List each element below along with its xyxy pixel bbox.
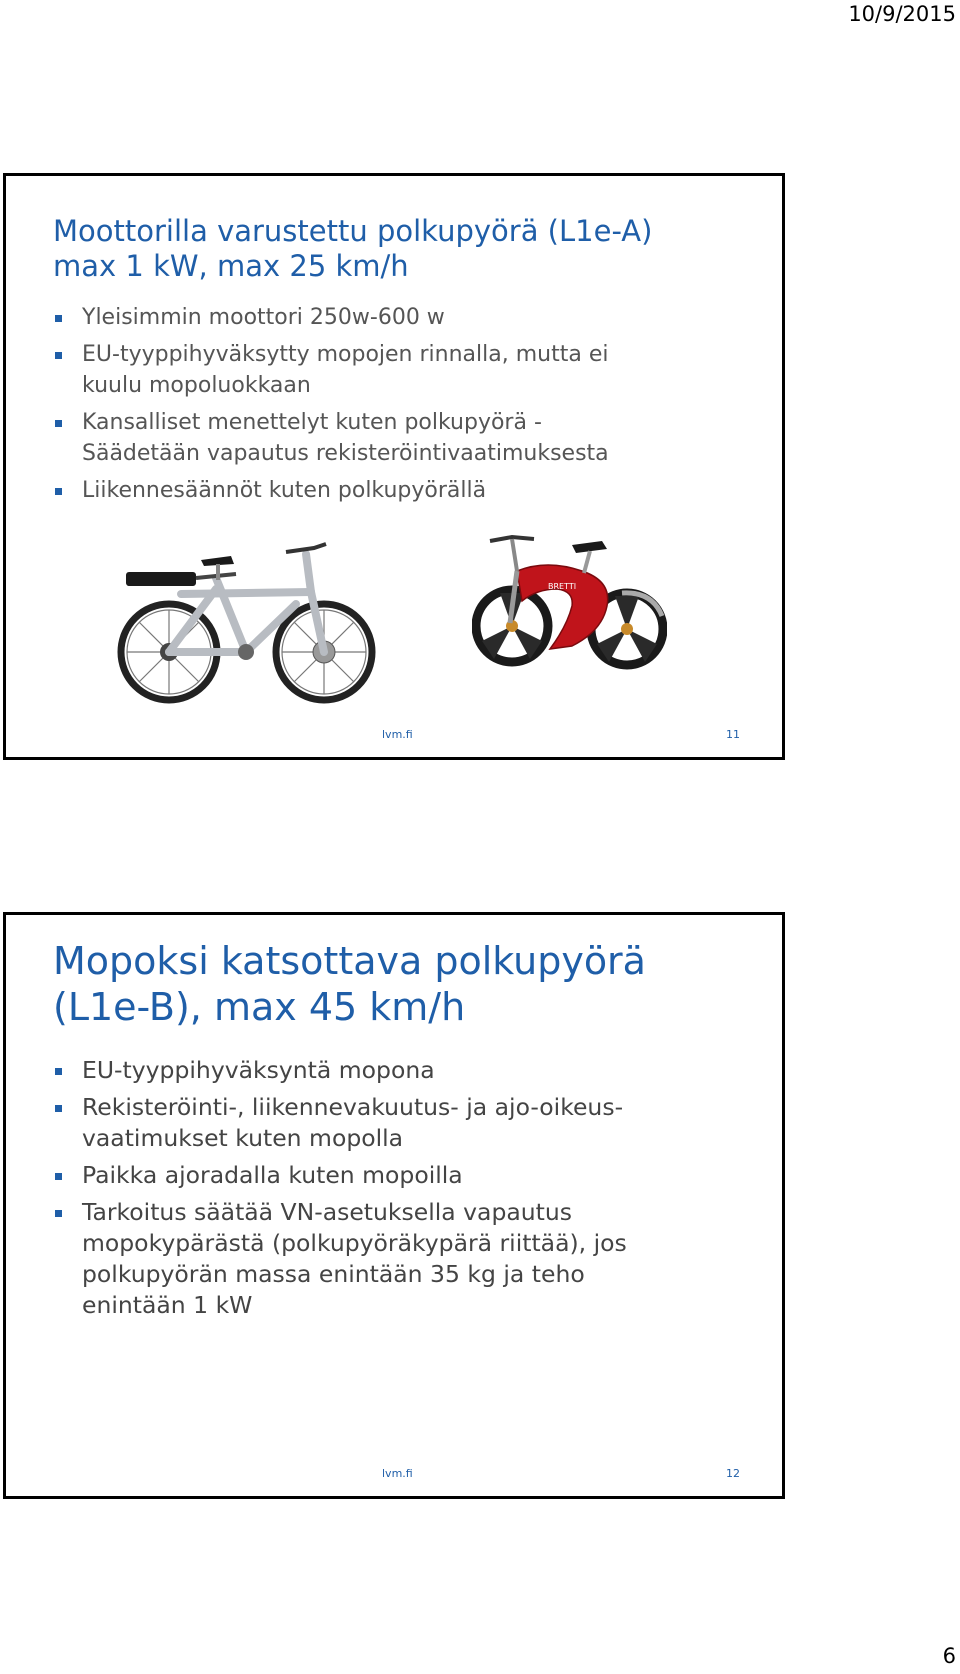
title-line: (L1e-B), max 45 km/h xyxy=(53,984,466,1029)
title-line: Moottorilla varustettu polkupyörä (L1e-A) xyxy=(53,214,653,248)
bullet-item xyxy=(53,1055,753,1086)
bullet-line: EU-tyyppihyväksytty mopojen rinnalla, mutta ei xyxy=(82,342,609,367)
bullet-line: EU-tyyppihyväksyntä mopona xyxy=(82,1056,435,1084)
bullet-item xyxy=(53,475,753,506)
slide-12 xyxy=(3,912,785,1499)
silver-bicycle-image xyxy=(106,534,391,704)
slide-number: 11 xyxy=(726,728,740,741)
bullet-line: Yleisimmin moottori 250w-600 w xyxy=(82,305,445,330)
page-number: 6 xyxy=(942,1644,956,1668)
bike-brand-label: BRETTI xyxy=(548,582,577,591)
bullet-line: kuulu mopoluokkaan xyxy=(82,373,311,398)
bullet-list xyxy=(53,302,753,512)
slide-title xyxy=(53,939,753,1030)
bullet-item xyxy=(53,407,753,469)
footer-site: lvm.fi xyxy=(382,728,413,741)
bullet-item xyxy=(53,1197,753,1321)
bullet-line: mopokypärästä (polkupyöräkypärä riittää), jos xyxy=(82,1229,627,1257)
bullet-line: vaatimukset kuten mopolla xyxy=(82,1124,404,1152)
bullet-line: enintään 1 kW xyxy=(82,1291,253,1319)
bullet-item xyxy=(53,1092,753,1154)
bullet-line: Kansalliset menettelyt kuten polkupyörä - xyxy=(82,410,542,435)
slide-number: 12 xyxy=(726,1467,740,1480)
bullet-line: Säädetään vapautus rekisteröintivaatimuksesta xyxy=(82,441,609,466)
bullet-item xyxy=(53,339,753,401)
bullet-item xyxy=(53,302,753,333)
bullet-line: Tarkoitus säätää VN-asetuksella vapautus xyxy=(82,1198,573,1226)
footer-site: lvm.fi xyxy=(382,1467,413,1480)
bullet-list xyxy=(53,1055,753,1327)
bullet-line: polkupyörän massa enintään 35 kg ja teho xyxy=(82,1260,585,1288)
bullet-line: Paikka ajoradalla kuten mopoilla xyxy=(82,1161,463,1189)
header-date: 10/9/2015 xyxy=(848,2,956,26)
red-bicycle-image xyxy=(472,531,667,676)
slide-11 xyxy=(3,173,785,760)
slide-title xyxy=(53,214,733,284)
bullet-line: Rekisteröinti-, liikennevakuutus- ja ajo-oikeus- xyxy=(82,1093,624,1121)
title-line: Mopoksi katsottava polkupyörä xyxy=(53,939,646,983)
title-line: max 1 kW, max 25 km/h xyxy=(53,248,409,283)
bullet-item xyxy=(53,1160,753,1191)
bullet-line: Liikennesäännöt kuten polkupyörällä xyxy=(82,478,487,503)
